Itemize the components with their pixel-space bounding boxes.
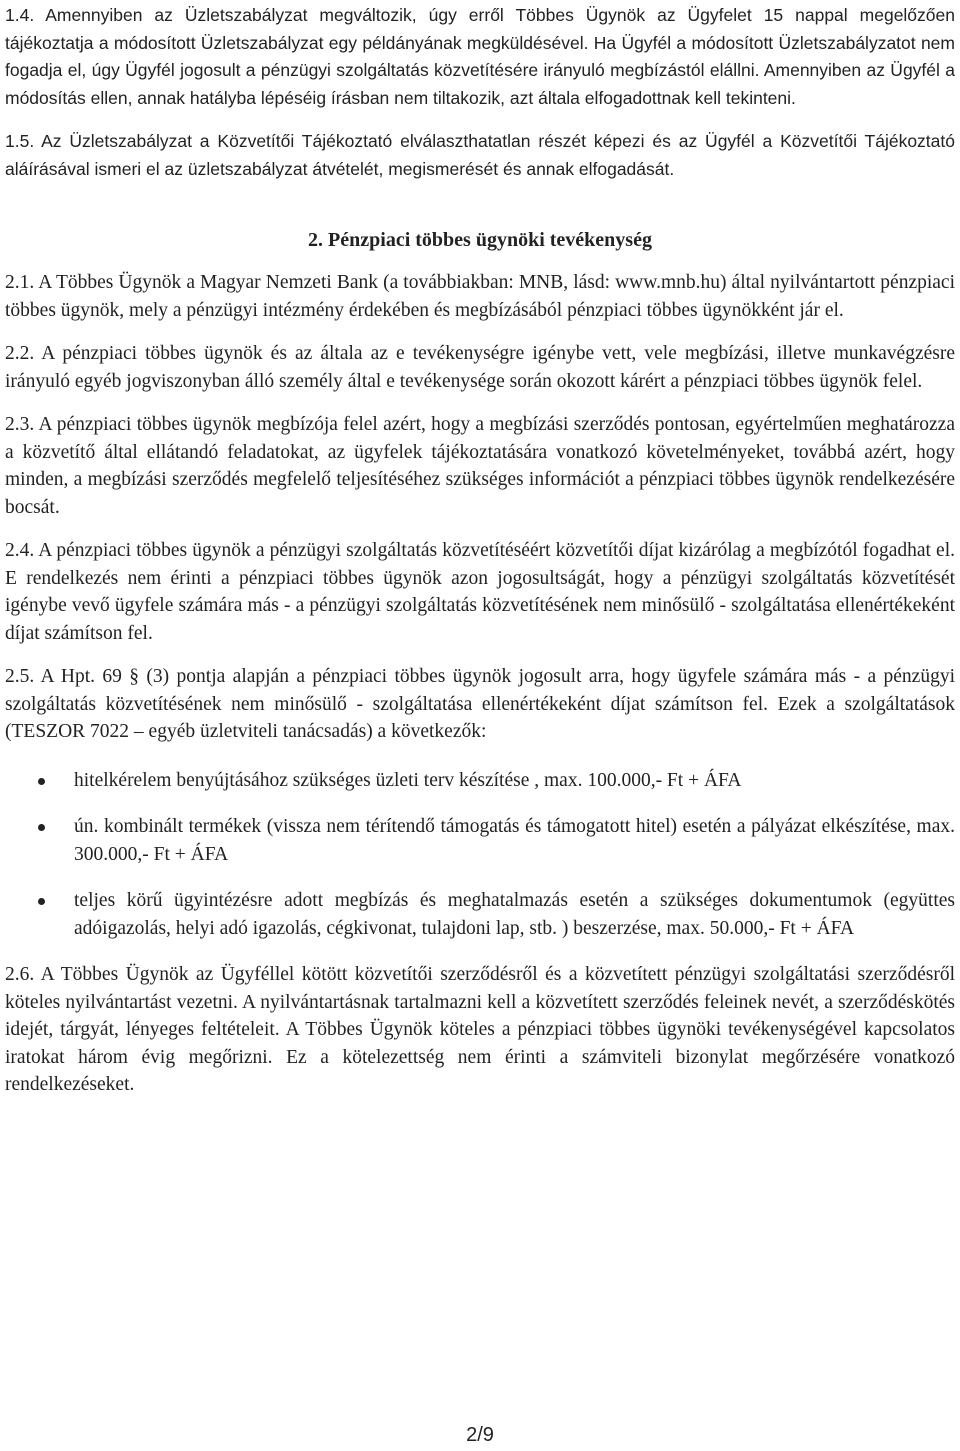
paragraph-2-1: 2.1. A Többes Ügynök a Magyar Nemzeti Bank (a továbbiakban: MNB, lásd: www.mnb.hu) által nyilvántartott pénzpiaci többes ügynök, mely a pénzügyi intézmény érdekében és megbízásából pénzpiaci többes ügynökként jár el.: [5, 272, 955, 321]
document-page: [5, 0, 955, 1099]
list-item: [5, 813, 955, 868]
list-item-text: hitelkérelem benyújtásához szükséges üzleti terv készítése , max. 100.000,- Ft + ÁFA: [74, 769, 742, 791]
paragraph-2-2: 2.2. A pénzpiaci többes ügynök és az általa az e tevékenységre igénybe vett, vele megbízási, illetve munkavégzésre irányuló egyéb jogviszonyban álló személy által e tevékenysége során okozott kárért a pénzpiaci többes ügynök felel.: [5, 343, 955, 392]
bullet-icon: [38, 898, 45, 905]
page-number: 2/9: [466, 1424, 494, 1446]
list-item-text: teljes körű ügyintézésre adott megbízás és meghatalmazás esetén a szükséges dokumentumok (együttes adóigazolás, helyi adó igazolás, cégkivonat, tulajdoni lap, stb. ) beszerzése, max. 50.000,- Ft + ÁFA: [74, 890, 955, 939]
paragraph-1-5: 1.5. Az Üzletszabályzat a Közvetítői Tájékoztató elválaszthatatlan részét képezi és az Ügyfél a Közvetítői Tájékoztató aláírásával ismeri el az üzletszabályzat átvételét, megismerését és annak elfogadását.: [5, 131, 955, 179]
paragraph-2-3: 2.3. A pénzpiaci többes ügynök megbízója felel azért, hogy a megbízási szerződés pontosan, egyértelműen meghatározza a közvetítő által ellátandó feladatokat, az ügyfelek tájékoztatására vonatkozó követelményeket, továbbá azért, hogy minden, a megbízási szerződés megfelelő teljesítéséhez szükséges információt a pénzpiaci többes ügynök rendelkezésére bocsát.: [5, 414, 955, 518]
paragraph-2-6: 2.6. A Többes Ügynök az Ügyféllel kötött közvetítői szerződésről és a közvetített pénzügyi szolgáltatási szerződésről köteles nyilvántartást vezetni. A nyilvántartásnak tartalmazni kell a közvetített szerződés feleinek nevét, a szerződéskötés idejét, tárgyát, lényeges feltételeit. A Többes Ügynök köteles a pénzpiaci többes ügynöki tevékenységével kapcsolatos iratokat három évig megőrizni. Ez a kötelezettség nem érinti a számviteli bizonylat megőrzésére vonatkozó rendelkezéseket.: [5, 964, 955, 1095]
bullet-icon: [38, 824, 45, 831]
fee-list: [5, 767, 955, 943]
paragraph-2-4: 2.4. A pénzpiaci többes ügynök a pénzügyi szolgáltatás közvetítéséért közvetítői díjat kizárólag a megbízótól fogadhat el. E rendelkezés nem érinti a pénzpiaci többes ügynök azon jogosultságát, hogy a pénzügyi szolgáltatás közvetítését igénybe vevő ügyfele számára más - a pénzügyi szolgáltatás közvetítésének nem minősülő - szolgáltatása ellenértékeként díjat számítson fel.: [5, 540, 955, 644]
bullet-icon: [38, 778, 45, 785]
list-item-text: ún. kombinált termékek (vissza nem térítendő támogatás és támogatott hitel) esetén a pályázat elkészítése, max. 300.000,- Ft + ÁFA: [74, 816, 955, 865]
list-item: [5, 767, 955, 795]
paragraph-1-4: 1.4. Amennyiben az Üzletszabályzat megváltozik, úgy erről Többes Ügynök az Ügyfelet 15 nappal megelőzően tájékoztatja a módosított Üzletszabályzat egy példányának megküldésével. Ha Ügyfél a módosított Üzletszabályzatot nem fogadja el, úgy Ügyfél jogosult a pénzügyi szolgáltatás közvetítésére irányuló megbízástól elállni. Amennyiben az Ügyfél a módosítás ellen, annak hatályba lépéséig írásban nem tiltakozik, azt általa elfogadottnak kell tekinteni.: [5, 5, 955, 108]
paragraph-2-5: 2.5. A Hpt. 69 § (3) pontja alapján a pénzpiaci többes ügynök jogosult arra, hogy ügyfele számára más - a pénzügyi szolgáltatás közvetítésének nem minősülő - szolgáltatása ellenértékeként díjat számítson fel. Ezek a szolgáltatások (TESZOR 7022 – egyéb üzletviteli tanácsadás) a következők:: [5, 666, 955, 742]
section-heading-2: 2. Pénzpiaci többes ügynöki tevékenység: [308, 229, 652, 251]
list-item: [5, 887, 955, 942]
